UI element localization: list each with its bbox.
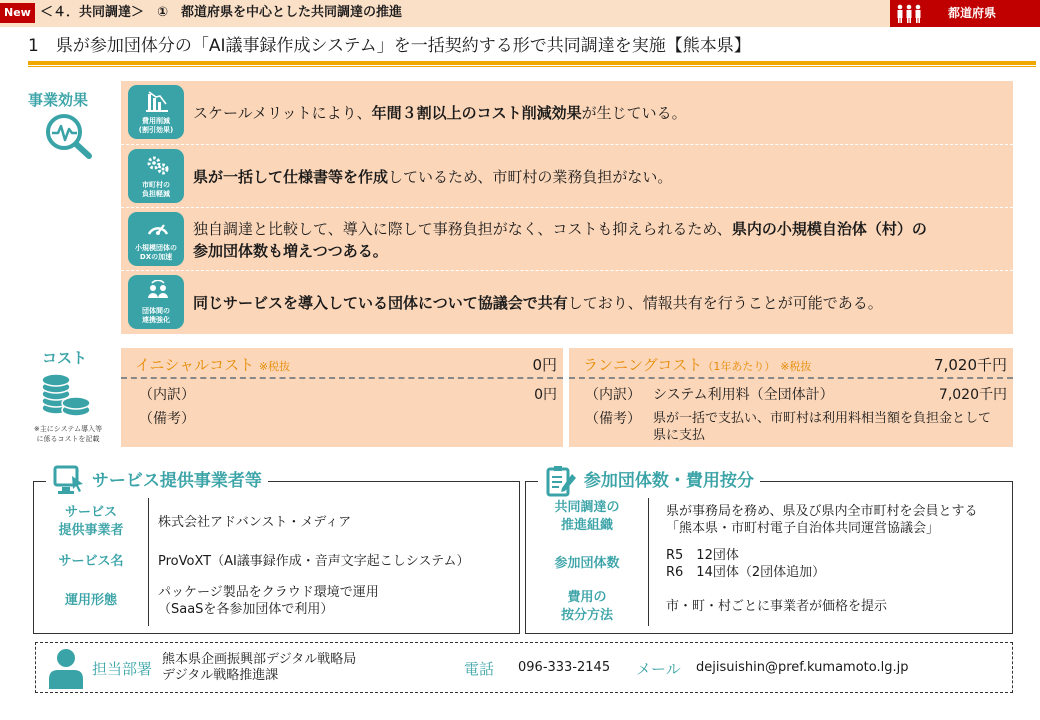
operation-mode: パッケージ製品をクラウド環境で運用 （SaaSを各参加団体で利用） [158,585,379,617]
effect-text: 同じサービスを導入している団体について協議会で共有しており、情報共有を行うことが可能である。 [193,293,883,312]
clipboard-pen-icon [544,464,578,498]
effects-section-label: 事業効果 [28,91,89,109]
provider-company: 株式会社アドバンスト・メディア [158,515,352,530]
running-cost-column: ランニングコスト（1年あたり） ※税抜 7,020千円 （内訳） システム利用料（全団体計） 7,020千円 （備考） 県が一括で支払い、市町村は利用料相当額を負担金として 県に支払 [569,348,1013,447]
running-cost-header: ランニングコスト（1年あたり） ※税抜 7,020千円 [569,348,1013,379]
effects-panel [121,81,1013,334]
collaboration-badge: 団体間の 連携強化 [128,275,184,329]
phone-label: 電話 [464,660,495,678]
dx-acceleration-badge: 小規模団体の DXの加速 [128,212,184,266]
title-divider [28,61,1036,65]
effect-item [121,144,1013,207]
effect-item [121,207,1013,270]
contact-box [35,642,1013,693]
header-bar [0,0,1040,27]
effect-item [121,270,1013,334]
mail-label: メール [636,660,681,678]
initial-cost-column: イニシャルコスト ※税抜 0円 （内訳） 0円 （備考） [121,348,563,447]
burden-reduction-badge: 市町村の 負担軽減 [128,149,184,203]
title-divider-thin [28,66,1036,67]
magnifier-pulse-icon [44,112,94,160]
dept-label: 担当部署 [92,660,153,678]
cost-reduction-badge: 費用削減 (割引効果) [128,85,184,139]
cost-allocation: 市・町・村ごとに事業者が価格を提示 [666,599,888,614]
coins-icon [40,370,92,418]
initial-breakdown-value: 0円 [534,387,557,403]
participants-box: 共同調達の 推進組織 県が事務局を務め、県及び県内全市町村を会員とする 「熊本県・市町村電子自治体共同運営協議会」 参加団体数 R5 12団体 R6 14団体（2団体追加） 費用の 按分方法 市・町・村ごとに事業者が価格を提示 [525,481,1013,634]
provider-box: サービス 提供事業者 株式会社アドバンスト・メディア サービス名 ProVoXT（AI議事録作成・音声文字起こしシステム） 運用形態 パッケージ製品をクラウド環境で運用 （SaaSを各参加団体で利用） [33,481,520,634]
phone-value[interactable]: 096-333-2145 [518,660,611,675]
running-breakdown-value: 7,020千円 [938,387,1007,403]
running-cost-total: 7,020千円 [934,356,1007,374]
cost-note: ※主にシステム導入等 に係るコストを記載 [33,425,103,443]
service-name: ProVoXT（AI議事録作成・音声文字起こしシステム） [158,554,470,569]
speedometer-icon [146,217,170,239]
page-title: 1 県が参加団体分の「AI議事録作成システム」を一括契約する形で共同調達を実施【熊本県】 [28,36,751,56]
header-title: ＜４．共同調達＞ ① 都道府県を中心とした共同調達の推進 [40,5,403,20]
participant-count: R5 12団体 R6 14団体（2団体追加） [666,548,826,580]
chart-bars-icon [146,90,168,114]
cost-panel [121,348,1013,447]
participants-title: 参加団体数・費用按分 [538,464,760,498]
mail-value[interactable]: dejisuishin@pref.kumamoto.lg.jp [696,660,909,675]
promotion-org: 県が事務局を務め、県及び県内全市町村を会員とする 「熊本県・市町村電子自治体共同運営協議会」 [666,504,978,536]
initial-cost-total: 0円 [532,356,557,374]
effect-text: 県が一括して仕様書等を作成しているため、市町村の業務負担がない。 [193,167,673,186]
gears-icon [146,154,170,178]
prefecture-label: 都道府県 [948,6,997,20]
prefecture-tag [890,0,1040,27]
provider-title: サービス提供事業者等 [46,464,268,498]
effect-text: 独自調達と比較して、導入に際して事務負担がなく、コストも抑えられるため、県内の小規模自治体（村）の 参加団体数も増えつつある。 [193,219,927,260]
people-icon [896,4,922,23]
person-icon [46,647,86,689]
running-remarks: 県が一括で支払い、市町村は利用料相当額を負担金として 県に支払 [653,411,992,443]
effect-item [121,81,1013,144]
dept-value: 熊本県企画振興部デジタル戦略局 デジタル戦略推進課 [162,652,357,683]
monitor-pointer-icon [52,464,86,498]
cost-section-label: コスト [42,349,88,367]
new-badge: New [0,3,35,23]
effect-text: スケールメリットにより、年間３割以上のコスト削減効果が生じている。 [193,103,687,122]
people-sync-icon [146,280,170,304]
initial-cost-header: イニシャルコスト ※税抜 0円 [121,348,563,379]
